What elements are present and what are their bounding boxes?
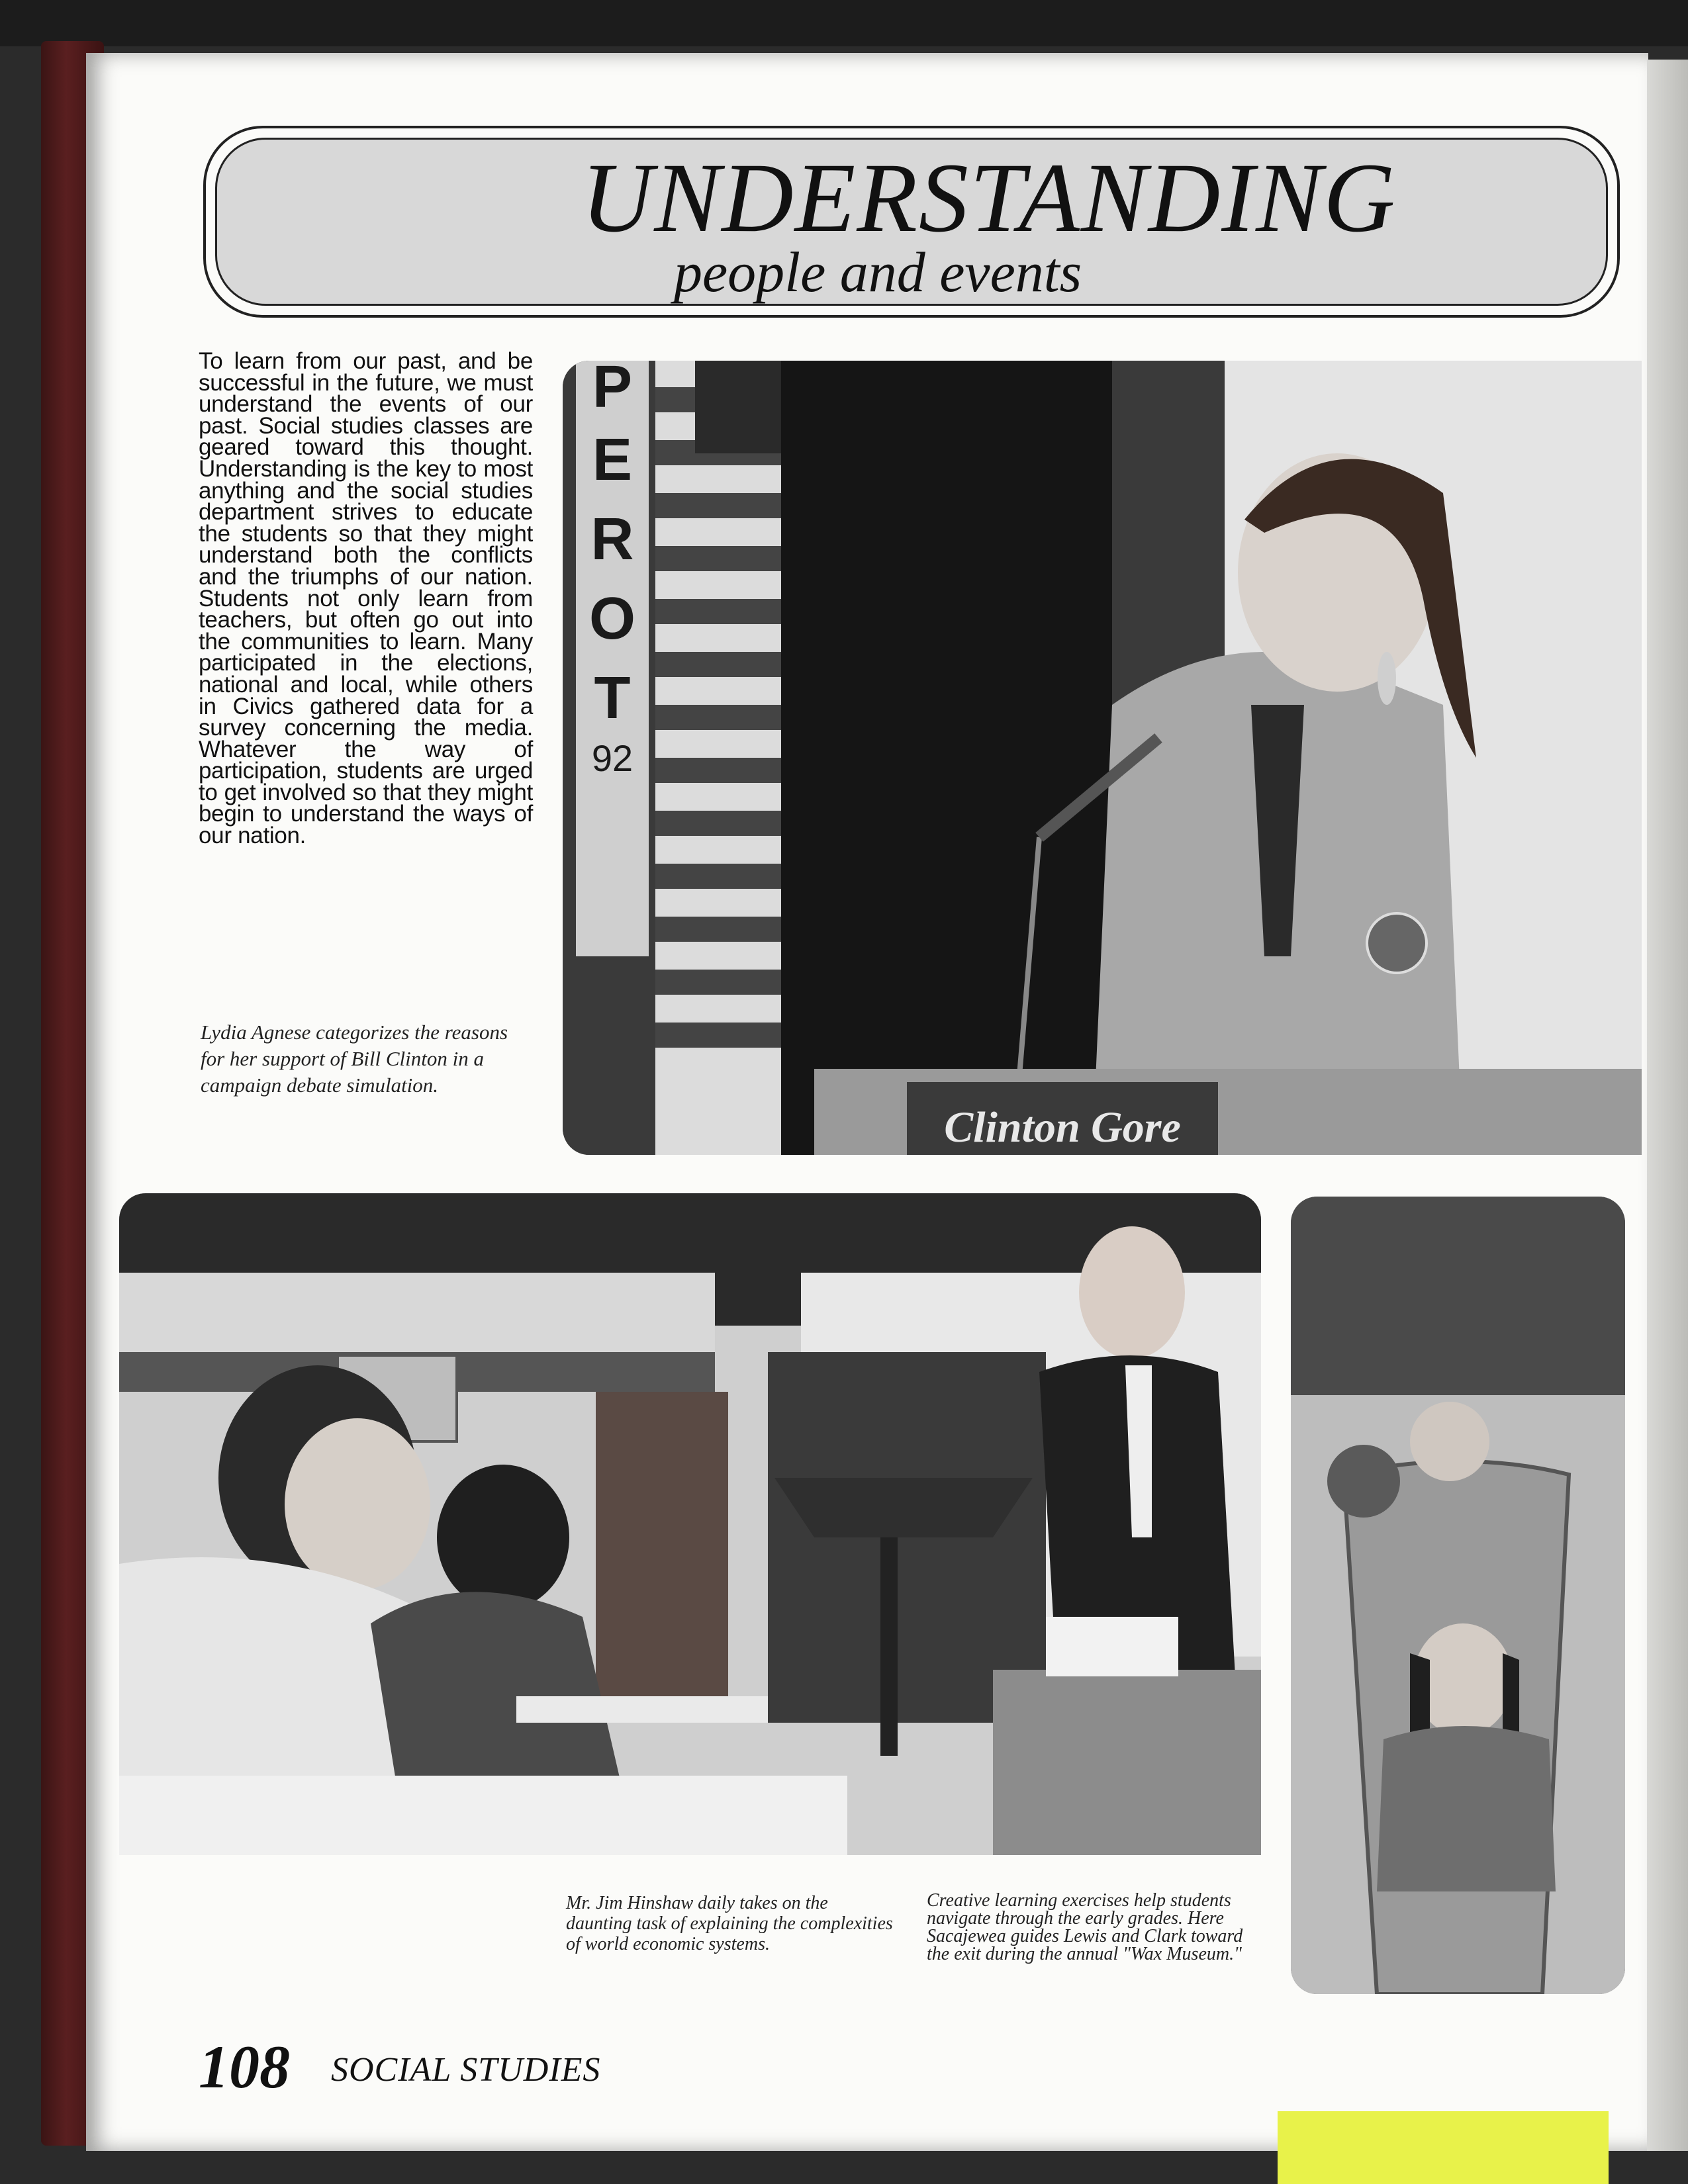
debate-caption: Lydia Agnese categorizes the reasons for her support of Bill Clinton in a campaign debate simulation.	[201, 1021, 508, 1097]
classroom-photo-image	[119, 1193, 1261, 1855]
perot-sign-t: T	[594, 665, 631, 731]
section-name: SOCIAL STUDIES	[331, 2051, 601, 2089]
classroom-photo	[119, 1193, 1261, 1855]
teacher-caption: Mr. Jim Hinshaw daily takes on the daunting task of explaining the complexities of world economic systems.	[566, 1893, 893, 1954]
wax-museum-photo-image	[1291, 1197, 1625, 1994]
page-number: 108	[199, 2033, 290, 2101]
title-banner-inner	[215, 138, 1608, 306]
scanner-background	[0, 0, 1688, 46]
wax-museum-photo	[1291, 1197, 1625, 1994]
page-title: UNDERSTANDING	[581, 143, 1397, 253]
perot-sign-year: 92	[591, 737, 633, 779]
page-subtitle: people and events	[674, 240, 1082, 304]
perot-sign-e: E	[592, 427, 633, 493]
title-banner	[203, 126, 1620, 318]
intro-paragraph: To learn from our past, and be successful in the future, we must understand the events of our past. Social studies classes are geared toward this thought. Understanding is the key to most anything and the social studies department strives to educate the students so that they might understand both the conflicts and the triumphs of our nation. Students not only learn from teachers, but often go out into the communities to learn. Many participated in the elections, national and local, while others in Civics gathered data for a survey concerning the media. Whatever the way of participation, students are urged to get involved so that they might begin to understand the ways of our nation.	[199, 348, 533, 849]
wax-museum-caption: Creative learning exercises help students navigate through the early grades. Here Sacajewea guides Lewis and Clark toward the exit during the annual "Wax Museum."	[927, 1890, 1243, 1964]
debate-photo	[563, 361, 1642, 1155]
perot-sign-p: P	[592, 361, 633, 420]
perot-sign-o: O	[588, 586, 636, 652]
sticky-tab	[1278, 2111, 1609, 2184]
page-edge	[1647, 60, 1688, 2151]
american-flag	[655, 361, 781, 1155]
podium-sign-text: Clinton Gore	[944, 1103, 1181, 1152]
perot-sign-r: R	[590, 506, 634, 572]
debate-photo-image	[563, 361, 1642, 1155]
